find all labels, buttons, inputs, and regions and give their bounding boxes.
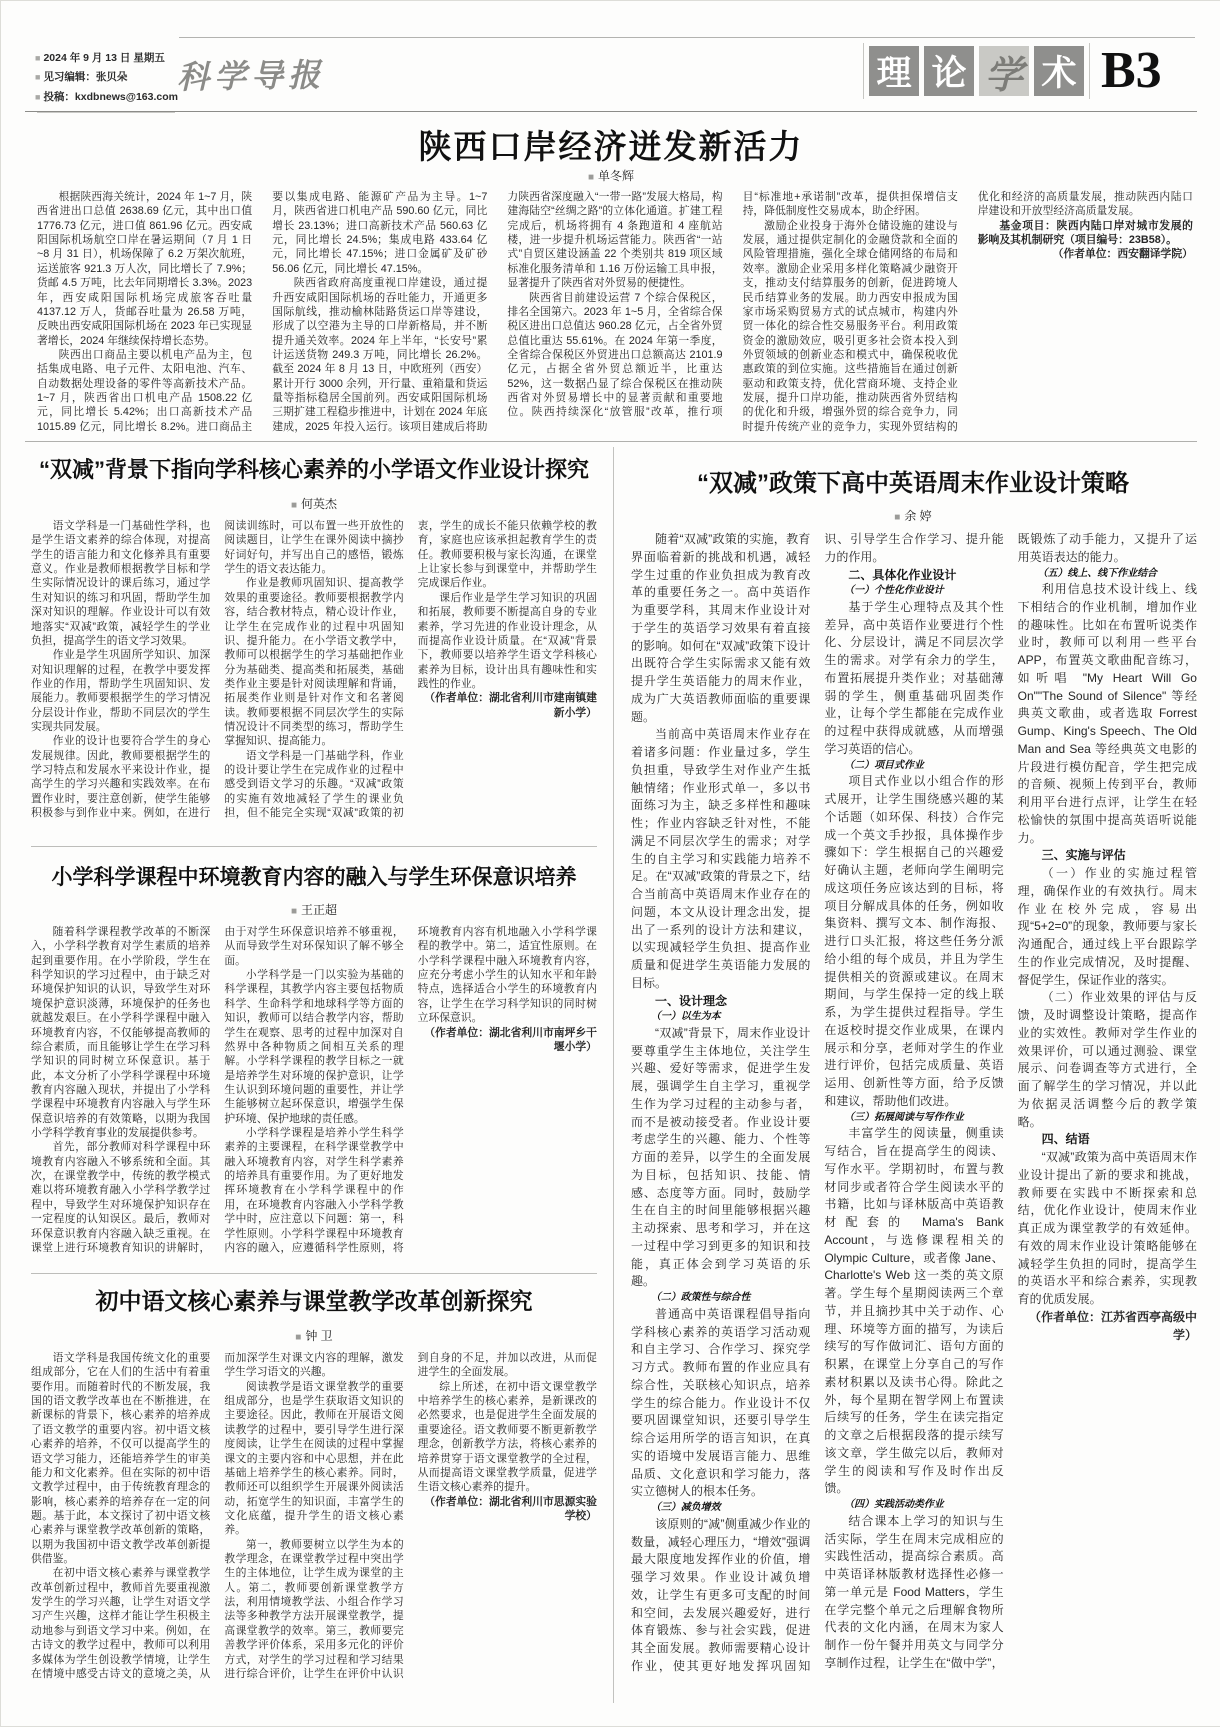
article-paragraph: （一）作业的实施过程管理，确保作业的有效执行。周末作业在校外完成，容易出现“5+2=0”的现象，教师要与家长沟通配合，通过线上平台跟踪学生的作业完成情况，及时提醒、督促学生，保证作业的落实。 bbox=[1017, 866, 1197, 987]
article-paragraph: 利用信息技术设计线上、线下相结合的作业机制，增加作业的趣味性。比如在布置听说类作业时，教师可以利用一些平台 APP，布置英文歌曲配音练习，如听唱 "My Heart Will Go On""The Sound of Silence" 等经典英文歌曲，或者选取 Forrest Gump、King's Speech、The Old Man and Sea 等经典英文电影的片段进行模仿配音，学生把完成的音频、视频上传到平台，教师利用平台进行点评，让学生在轻松愉快的氛围中提高英语听说能力。 bbox=[1017, 582, 1197, 845]
article5-body bbox=[31, 1351, 597, 1703]
article-paragraph: 陕西省政府高度重视口岸建设，通过提升西安咸阳国际机场的吞吐能力，开通更多国际航线，推动榆林陆路货运口岸等建设，形成了以空港为主导的口岸新格局，并不断提升通关效率。2024 年上半年，“长安号”累计运送货物 249.3 万吨，同比增长 26.2%。截至 2024 年 8 月 13 日，中欧班列（西安）累计开行 3000 余列，开行量、重箱量和货运量等指标稳居全国前列。西安咸阳国际机场三期扩建工程稳步推进中，计划在 2024 年底建成，2025 年投入运行。该项目建成后将助力陕西省深度融入“一带一路”发展大格局，构建海陆空“丝绸之路”的立体化通道。扩建工程完成后，机场将拥有 4 条跑道和 4 座航站楼，进一步提升机场运营能力。陕西省“一站式”自贸区建设涵盖 22 个类别共 819 项区域标准化服务清单和 1.16 万份运输工具申报，显著提升了陕西省对外贸易的便捷性。 bbox=[272, 191, 723, 433]
sub-heading: （五）线上、线下作业结合 bbox=[1037, 567, 1157, 579]
section-char-box: 理 bbox=[869, 46, 919, 96]
section-heading: 一、设计理念 bbox=[655, 993, 728, 1008]
article-paragraph: 该原则的“减”侧重减少作业的数量，减轻心理压力，“增效”强调最大限度地发挥作业的价值，增强学习效果。作业设计减负增效，让学生有更多可支配的时间和空间，去发展兴趣爱好，进行体育锻炼、参与社会实践，促进其全面发展。教师需要精心设计作业，使其更好地发挥巩固知识、引导学生合作学习、提升能力的作用。 bbox=[631, 532, 1004, 1673]
article4-author: 王正超 bbox=[301, 903, 338, 917]
author-affiliation: （作者单位：湖北省利川市南坪乡干堰小学） bbox=[424, 1026, 597, 1053]
article-paragraph: 基于学生心理特点及其个性差异，高中英语作业要进行个性化、分层设计，满足不同层次学生的需求。对学有余力的学生，布置拓展提升类作业；对基础薄弱的学生，侧重基础巩固类作业，让每个学生都能在完成作业的过程中获得成就感，从而增强学习英语的信心。 bbox=[824, 599, 1004, 756]
divider bbox=[1089, 43, 1090, 99]
header-top-rule bbox=[179, 37, 1195, 38]
article-paragraph: 当前高中英语周末作业存在着诸多问题：作业量过多，学生负担重，导致学生对作业产生抵触情绪；作业形式单一，多以书面练习为主，缺乏多样性和趣味性；作业内容缺乏针对性，不能满足不同层次学生的需求；对学生的自主学习和实践能力培养不足。在“双减”政策的背景之下，结合当前高中英语周末作业存在的问题，本文从设计理念出发，提出了一系列的设计方法和建议，以实现减轻学生负担、提高作业质量和促进学生英语能力发展的目标。 bbox=[631, 727, 811, 990]
article-paragraph: 阅读教学是语文课堂教学的重要组成部分，也是学生获取语文知识的主要途径。因此，教师在开展语文阅读教学的过程中，要引导学生进行深度阅读，让学生在阅读的过程中掌握课文的主要内容和中心思想，并在此基础上培养学生的核心素养。同时，教师还可以组织学生开展课外阅读活动，拓宽学生的知识面，丰富学生的文化底蕴，提升学生的语文核心素养。 bbox=[224, 1380, 404, 1537]
article-paragraph: 丰富学生的阅读量，侧重读写结合，旨在提高学生的阅读、写作水平。学期初时，布置与教材同步或者符合学生阅读水平的书籍，比如与译林版高中英语教材配套的 Mama's Bank Account，与选修课程相关的 Olympic Culture，或者像 Jane、Charlotte's Web 这一类的英文原著。学生每个星期阅读两三个章节，并且摘抄其中关于动作、心理、环境等方面的描写，为读后续写的写作做词汇、语句方面的积累，在课堂上分享自己的写作素材积累以及读书心得。除此之外，每个星期在智学网上布置读后续写的任务，学生在读完指定的文章之后根据段落的提示续写该文章，学生做完以后，教师对学生的阅读和写作及时作出反馈。 bbox=[824, 1126, 1004, 1496]
article-paragraph: 作业是学生巩固所学知识、加深对知识理解的过程，在教学中要发挥作业的作用，帮助学生巩固知识、发展能力。教师要根据学生的学习情况分层设计作业，帮助不同层次的学生实现共同发展。 bbox=[31, 649, 211, 734]
article-paragraph: 语文学科是一门基础性学科，也是学生语文素养的综合体现，对提高学生的语言能力和文化修养具有重要意义。作业是教师根据教学目标和学生实际情况设计的课后练习，通过学生对知识的练习和巩固，帮助学生加深对知识的理解。作业设计可以有效地落实“双减”政策，减轻学生的学业负担，提高学生的语文学习效果。 bbox=[31, 520, 211, 647]
article2-byline bbox=[31, 495, 597, 512]
article5-title: 初中语文核心素养与课堂教学改革创新探究 bbox=[95, 1288, 533, 1314]
sub-heading: （一）个性化作业设计 bbox=[844, 585, 944, 597]
section-char-box: 论 bbox=[924, 46, 974, 96]
horizontal-rule bbox=[25, 441, 1197, 442]
article-paragraph: 语文学科是一门基础学科，作业的设计要让学生在完成作业的过程中感受到语文学习的乐趣。“双减”政策的实施有效地减轻了学生的课业负担，但不能完全实现“双减”政策的初衷，学生的成长不能只依赖学校的教育，家庭也应该承担起教育学生的责任。教师要积极与家长沟通，在课堂上让家长参与到课堂中，并帮助学生完成课后作业。 bbox=[224, 520, 597, 820]
author-affiliation: （作者单位：湖北省利川市建南镇建新小学） bbox=[424, 692, 597, 719]
article-paragraph: 陕西省目前建设运营 7 个综合保税区，排名全国第六。2023 年 1~5 月，全省综合保税区进出口总值达 960.28 亿元，占全省外贸总值比重达 55.61%。在 2024 年第一季度，全省综合保税区外贸进出口总额高达 2101.9 亿元，占据全省外贸总额近半，比重达 52%，这一数据凸显了综合保税区在推动陕西省对外贸易增长中的显著贡献和重要地位。陕西持续深化“放管服”改革，推行项目“标准地+承诺制”改革，提供担保增信支持，降低制度性交易成本，助企纾困。 bbox=[507, 191, 958, 419]
sub-heading: （二）政策性与综合性 bbox=[650, 1292, 751, 1304]
section-char-box: 术 bbox=[1034, 46, 1084, 96]
article1-byline bbox=[1, 167, 1220, 184]
article2-body bbox=[31, 519, 597, 833]
article2-author: 何英杰 bbox=[301, 497, 338, 511]
article3-byline bbox=[629, 507, 1197, 524]
article-paragraph: （二）作业效果的评估与反馈，及时调整设计策略，提高作业的实效性。教师对学生作业的效果评价，可以通过测验、课堂展示、问卷调查等方式进行，全面了解学生的学习情况，并以此为依据灵活调整今后的教学策略。 bbox=[1017, 990, 1197, 1129]
article5-author: 钟 卫 bbox=[305, 1329, 333, 1343]
horizontal-rule bbox=[31, 1273, 597, 1274]
byline-square-icon: ■ bbox=[587, 172, 595, 183]
section-heading: 三、实施与评估 bbox=[1041, 848, 1126, 863]
article-paragraph: 首先，部分教师对科学课程中环境教育内容融入不够系统和全面。其次，在课堂教学中，传统的教学模式难以将环境教育融入小学科学教学过程中，导致学生对环境保护知识存在一定程度的认知误区。最后，教师对环保意识教育内容融入缺乏重视。在课堂上进行环境教育知识的讲解时，由于对学生环保意识培养不够重视，从而导致学生对环保知识了解不够全面。 bbox=[31, 926, 404, 1254]
article-paragraph: 小学科学是一门以实验为基础的科学课程，其教学内容主要包括物质科学、生命科学和地球科学等方面的知识，教师可以结合教学内容，帮助学生在观察、思考的过程中加深对自然界中各种物质之间相互关系的理解。小学科学课程的教学目标之一就是培养学生对环境的保护意识，让学生认识到环境问题的重要性，并让学生能够树立起环保意识，增强学生保护环境、保护地球的责任感。 bbox=[224, 969, 404, 1125]
byline-square-icon: ■ bbox=[295, 1332, 302, 1343]
author-affiliation: （作者单位：湖北省利川市思源实验学校） bbox=[424, 1495, 597, 1522]
article-paragraph: 随着“双减”政策的实施，教育界面临着新的挑战和机遇，减轻学生过重的作业负担成为教育改革的重要任务之一。高中英语作为重要学科，其周末作业设计对于学生的英语学习效果有着直接的影响。如何在“双减”政策下设计出既符合学生实际需求又能有效提升学生英语能力的周末作业，成为广大英语教师面临的重要课题。 bbox=[631, 532, 811, 724]
section-label bbox=[863, 43, 1162, 99]
article-paragraph: 激励企业投身于海外仓储设施的建设与发展，通过提供定制化的金融贷款和全面的风险管理措施，强化全球仓储网络的布局和效率。激励企业采用多样化策略减少融资开支，推动支付结算服务的创新，促进跨境人民币结算业务的发展。助力西安申报成为国家市场采购贸易方式的试点城市，构建内外贸一体化的综合性交易服务平台。利用政策资金的激励效应，吸引更多社会资本投入到外贸领域的创新业态和模式中，确保税收优惠政策的到位实施。这些措施旨在通过创新驱动和政策支持，优化营商环境、支持企业发展，提升口岸功能，推动陕西省外贸结构的优化和升级，增强外贸的综合竞争力，同时提升传统产业的竞争力，实现外贸结构的优化和经济的高质量发展，推动陕西内陆口岸建设和开放型经济高质量发展。 bbox=[742, 191, 1193, 433]
article-paragraph: “双减”政策为高中英语周末作业设计提出了新的要求和挑战，教师要在实践中不断探索和总结，优化作业设计，使周末作业真正成为课堂教学的有效延伸。有效的周末作业设计策略能够在减轻学生负担的同时，提高学生的英语水平和综合素养，实现教育的优质发展。 bbox=[1017, 1150, 1197, 1307]
article-paragraph: 普通高中英语课程倡导指向学科核心素养的英语学习活动观和自主学习、合作学习、探究学习方式。教师布置的作业应具有综合性，关联核心知识点，培养学生的综合能力。作业设计不仅要巩固课堂知识，还要引导学生综合运用所学的语言知识，在真实的语境中发展语言能力、思维品质、文化意识和学习能力，落实立德树人的根本任务。 bbox=[631, 1306, 811, 1499]
article1-body bbox=[37, 190, 1193, 440]
byline-square-icon: ■ bbox=[290, 500, 298, 511]
article-paragraph: 在初中语文核心素养与课堂教学改革创新过程中，教师首先要重视激发学生的学习兴趣，让学生对语文学习产生兴趣，这样才能让学生积极主动地参与到语文学习中来。例如，在古诗文的教学过程中，教师可以利用多媒体为学生创设教学情境，让学生在情境中感受古诗文的意境之美，从而加深学生对课文内容的理解，激发学生学习语文的兴趣。 bbox=[31, 1352, 404, 1680]
article-paragraph: 作业是教师巩固知识、提高教学效果的重要途径。教师要根据教学内容，结合教材特点，精心设计作业，让学生在完成作业的过程中巩固知识、提升能力。在小学语文教学中，教师可以根据学生的学习基础把作业分为基础类、提高类和拓展类，基础类作业主要是针对阅读理解和背诵，拓展类作业则是针对作文和名著阅读。教师要根据不同层次学生的实际情况设计不同类型的练习，帮助学生掌握知识、提高能力。 bbox=[224, 577, 404, 748]
article3-body bbox=[631, 531, 1197, 1703]
masthead-logo: 科学导报 bbox=[176, 55, 326, 97]
section-heading: 二、具体化作业设计 bbox=[848, 567, 957, 582]
sub-heading: （三）减负增效 bbox=[650, 1502, 721, 1514]
divider bbox=[863, 43, 864, 99]
header-bottom-rule bbox=[25, 111, 1197, 112]
article-paragraph: 课后作业是学生学习知识的巩固和拓展，教师要不断提高自身的专业素养，学习先进的作业设计理念，从而提高作业设计质量。在“双减”背景下，教师要以培养学生语文学科核心素养为目标，设计出具有趣味性和实践性的作业。 bbox=[417, 591, 597, 690]
article1-author: 单冬辉 bbox=[598, 169, 635, 183]
article-paragraph: 作业的设计也要符合学生的身心发展规律。因此，教师要根据学生的学习特点和发展水平来设计作业，提高学生的学习兴趣和实践效率。在布置作业时，要注意创新，使学生能够积极参与到作业中来。例如，在进行阅读训练时，可以布置一些开放性的阅读题目，让学生在课外阅读中摘抄好词好句，并写出自己的感悟，锻炼学生的语文表达能力。 bbox=[31, 520, 404, 820]
sub-heading: （二）项目式作业 bbox=[844, 759, 924, 771]
sub-heading: （四）实践活动类作业 bbox=[844, 1499, 944, 1511]
article-paragraph: 结合课本上学习的知识与生活实际，学生在周末完成相应的实践性活动，提高综合素质。高中英语译林版教材选择性必修一第一单元是 Food Matters，学生在学完整个单元之后理解食物所代表的文化内涵，在周末为家人制作一份午餐并用英文与同学分享制作过程，让学生在“做中学”，既锻炼了动手能力，又提升了运用英语表达的能力。 bbox=[824, 532, 1197, 1670]
article5-byline bbox=[31, 1327, 597, 1344]
square-bullet-icon: ■ bbox=[35, 91, 41, 102]
submission-line: ■ 投稿：kxdbnews@163.com bbox=[35, 90, 178, 103]
editor-line: ■ 见习编辑：张贝朵 bbox=[35, 71, 128, 84]
sub-heading: （一）以生为本 bbox=[650, 1011, 721, 1023]
article-paragraph: 陕西出口商品主要以机电产品为主，包括集成电路、电子元件、太阳电池、汽车、自动数据处理设备的零件等高新技术产品。1~7 月，陕西省出口机电产品 1508.22 亿元，同比增长 5.42%；出口高新技术产品 1015.89 亿元，同比增长 8.2%。进口商品主要以集成电路、能源矿产品为主导。1~7 月，陕西省进口机电产品 590.60 亿元，同比增长 23.13%；进口高新技术产品 560.63 亿元，同比增长 24.5%；集成电路 433.64 亿元，同比增长 47.15%；进口金属矿及矿砂 56.06 亿元，同比增长 47.15%。 bbox=[37, 191, 488, 433]
section-char-box-calligraphy: 学 bbox=[979, 46, 1029, 96]
article-paragraph: 小学科学课程是培养小学生科学素养的主要课程，在科学课堂教学中融入环境教育内容，对学生科学素养的培养具有重要作用。为了更好地发挥环境教育在小学科学课程中的作用，在环境教育内容融入小学科学教学中时，应注意以下问题：第一，科学性原则。小学科学课程中环境教育内容的融入，应遵循科学性原则，将环境教育内容有机地融入小学科学课程的教学中。第二，适宜性原则。在小学科学课程中融入环境教育内容，应充分考虑小学生的认知水平和年龄特点，选择适合小学生的环境教育内容，让学生在学习科学知识的同时树立环保意识。 bbox=[224, 926, 597, 1254]
article3-title: “双减”政策下高中英语周末作业设计策略 bbox=[697, 470, 1129, 497]
byline-square-icon: ■ bbox=[894, 512, 901, 523]
article4-body bbox=[31, 925, 597, 1263]
fund-note: 基金项目：陕西内陆口岸对城市发展的影响及其机制研究（项目编号：23B58）。 bbox=[977, 219, 1193, 247]
sub-heading: （三）拓展阅读与写作作业 bbox=[844, 1111, 964, 1123]
horizontal-rule bbox=[31, 846, 597, 847]
square-bullet-icon: ■ bbox=[35, 72, 41, 83]
section-heading: 四、结语 bbox=[1041, 1132, 1090, 1147]
article-paragraph: 语文学科是我国传统文化的重要组成部分，它在人们的生活中有着重要作用。而随着时代的不断发展，我国的语文教学改革也在不断推进，在新课标的背景下，核心素养的培养成了语文教学的重要内容。初中语文核心素养的培养，不仅可以提高学生的语文学习能力，还能培养学生的审美能力和文化素养。但在实际的初中语文教学过程中，由于传统教育理念的影响，核心素养的培养存在一定的问题。基于此，本文探讨了初中语文核心素养与课堂教学改革创新的策略，以期为我国初中语文教学改革创新提供借鉴。 bbox=[31, 1352, 211, 1566]
page-number: B3 bbox=[1101, 42, 1162, 99]
article-paragraph: 项目式作业以小组合作的形式展开，让学生围绕感兴趣的某个话题（如环保、科技）合作完成一个英文手抄报，具体操作步骤如下：学生根据自己的兴趣爱好确认主题，老师向学生阐明完成这项任务应该达到的目标，将项目分解成具体的任务，例如收集资料、撰写文本、制作海报、进行口头汇报，将这些任务分派给小组的每个成员，并且为学生提供相关的资源或建议。在周末期间，与学生保持一定的线上联系，为学生提供过程指导。学生在返校时提交作业成果，在课内展示和分享，老师对学生的作业进行评价，包括完成质量、英语运用、创新性等方面，给予反馈和建议，帮助他们改进。 bbox=[824, 774, 1004, 1108]
article-paragraph: 综上所述，在初中语文课堂教学中培养学生的核心素养，是新课改的必然要求，也是促进学生全面发展的重要途径。语文教师要不断更新教学理念，创新教学方法，将核心素养的培养贯穿于语文课堂教学的全过程，从而提高语文课堂教学质量，促进学生语文核心素养的提升。 bbox=[417, 1380, 597, 1494]
article-paragraph: 根据陕西海关统计，2024 年 1~7 月，陕西省进出口总值 2638.69 亿元，其中出口值 1776.73 亿元，进口值 861.96 亿元。西安咸阳国际机场航空口岸在暑运期间（7 月 1 日~8 月 31 日），机场保障了 6.2 万架次航班，运送旅客 921.3 万人次，同比增长了 7.9%；货邮 4.5 万吨，比去年同期增长 3.3%。2023 年，西安咸阳国际机场完成旅客吞吐量 4137.12 万人，货邮吞吐量为 26.58 万吨，反映出西安咸阳国际机场在 2023 年已实现显著增长，2024 年继续保持增长态势。 bbox=[37, 191, 253, 347]
article-paragraph: 随着科学课程教学改革的不断深入，小学科学教育对学生素质的培养起到重要作用。在小学阶段，学生在科学知识的学习过程中，由于缺乏对环境保护知识的认识，导致学生对环境保护意识淡薄，环境保护的任务也就越发艰巨。在小学科学课程中融入环境教育内容，不仅能够提高教师的综合素质，而且能够让学生在学习科学知识的同时树立环保意识。基于此，本文分析了小学科学课程中环境教育内容融入现状，并提出了小学科学课程中环境教育内容融入与学生环保意识培养的有效策略，以期为我国小学科学教育事业的发展提供参考。 bbox=[31, 926, 211, 1140]
article1-title: 陕西口岸经济迸发新活力 bbox=[418, 128, 804, 165]
header-info-block bbox=[35, 49, 177, 112]
vertical-rule bbox=[613, 447, 614, 1703]
article4-title: 小学科学课程中环境教育内容的融入与学生环保意识培养 bbox=[51, 866, 577, 889]
square-bullet-icon: ■ bbox=[35, 53, 41, 63]
article-paragraph: “双减”背景下，周末作业设计要尊重学生主体地位，关注学生兴趣、爱好等需求，促进学生发展，强调学生自主学习，重视学生作为学习过程的主动参与者，而不是被动接受者。作业设计要考虑学生的兴趣、能力、个性等方面的差异，以学生的全面发展为目标，包括知识、技能、情感、态度等方面。同时，鼓励学生在自主的时间里能够根据兴趣主动探索、思考和学习，并在这一过程中学习到更多的知识和技能，真正体会到学习英语的乐趣。 bbox=[631, 1025, 811, 1289]
article-paragraph: 第一，教师要树立以学生为本的教学理念，在课堂教学过程中突出学生的主体地位，让学生成为课堂的主人。第二，教师要创新课堂教学方法，利用情境教学法、小组合作学习法等多种教学方法开展课堂教学，提高课堂教学的效率。第三，教师要完善教学评价体系，采用多元化的评价方式，对学生的学习过程和学习结果进行综合评价，让学生在评价中认识到自身的不足，并加以改进，从而促进学生的全面发展。 bbox=[224, 1352, 597, 1680]
article3-author: 余 婷 bbox=[904, 509, 932, 523]
author-affiliation: （作者单位：江苏省西亭高级中学） bbox=[1028, 1309, 1197, 1342]
article2-title: “双减”背景下指向学科核心素养的小学语文作业设计探究 bbox=[38, 457, 589, 482]
date-line: ■ 2024 年 9 月 13 日 星期五 bbox=[35, 52, 165, 64]
author-affiliation: （作者单位：西安翻译学院） bbox=[1052, 248, 1193, 261]
article4-byline bbox=[31, 901, 597, 918]
byline-square-icon: ■ bbox=[290, 906, 298, 917]
